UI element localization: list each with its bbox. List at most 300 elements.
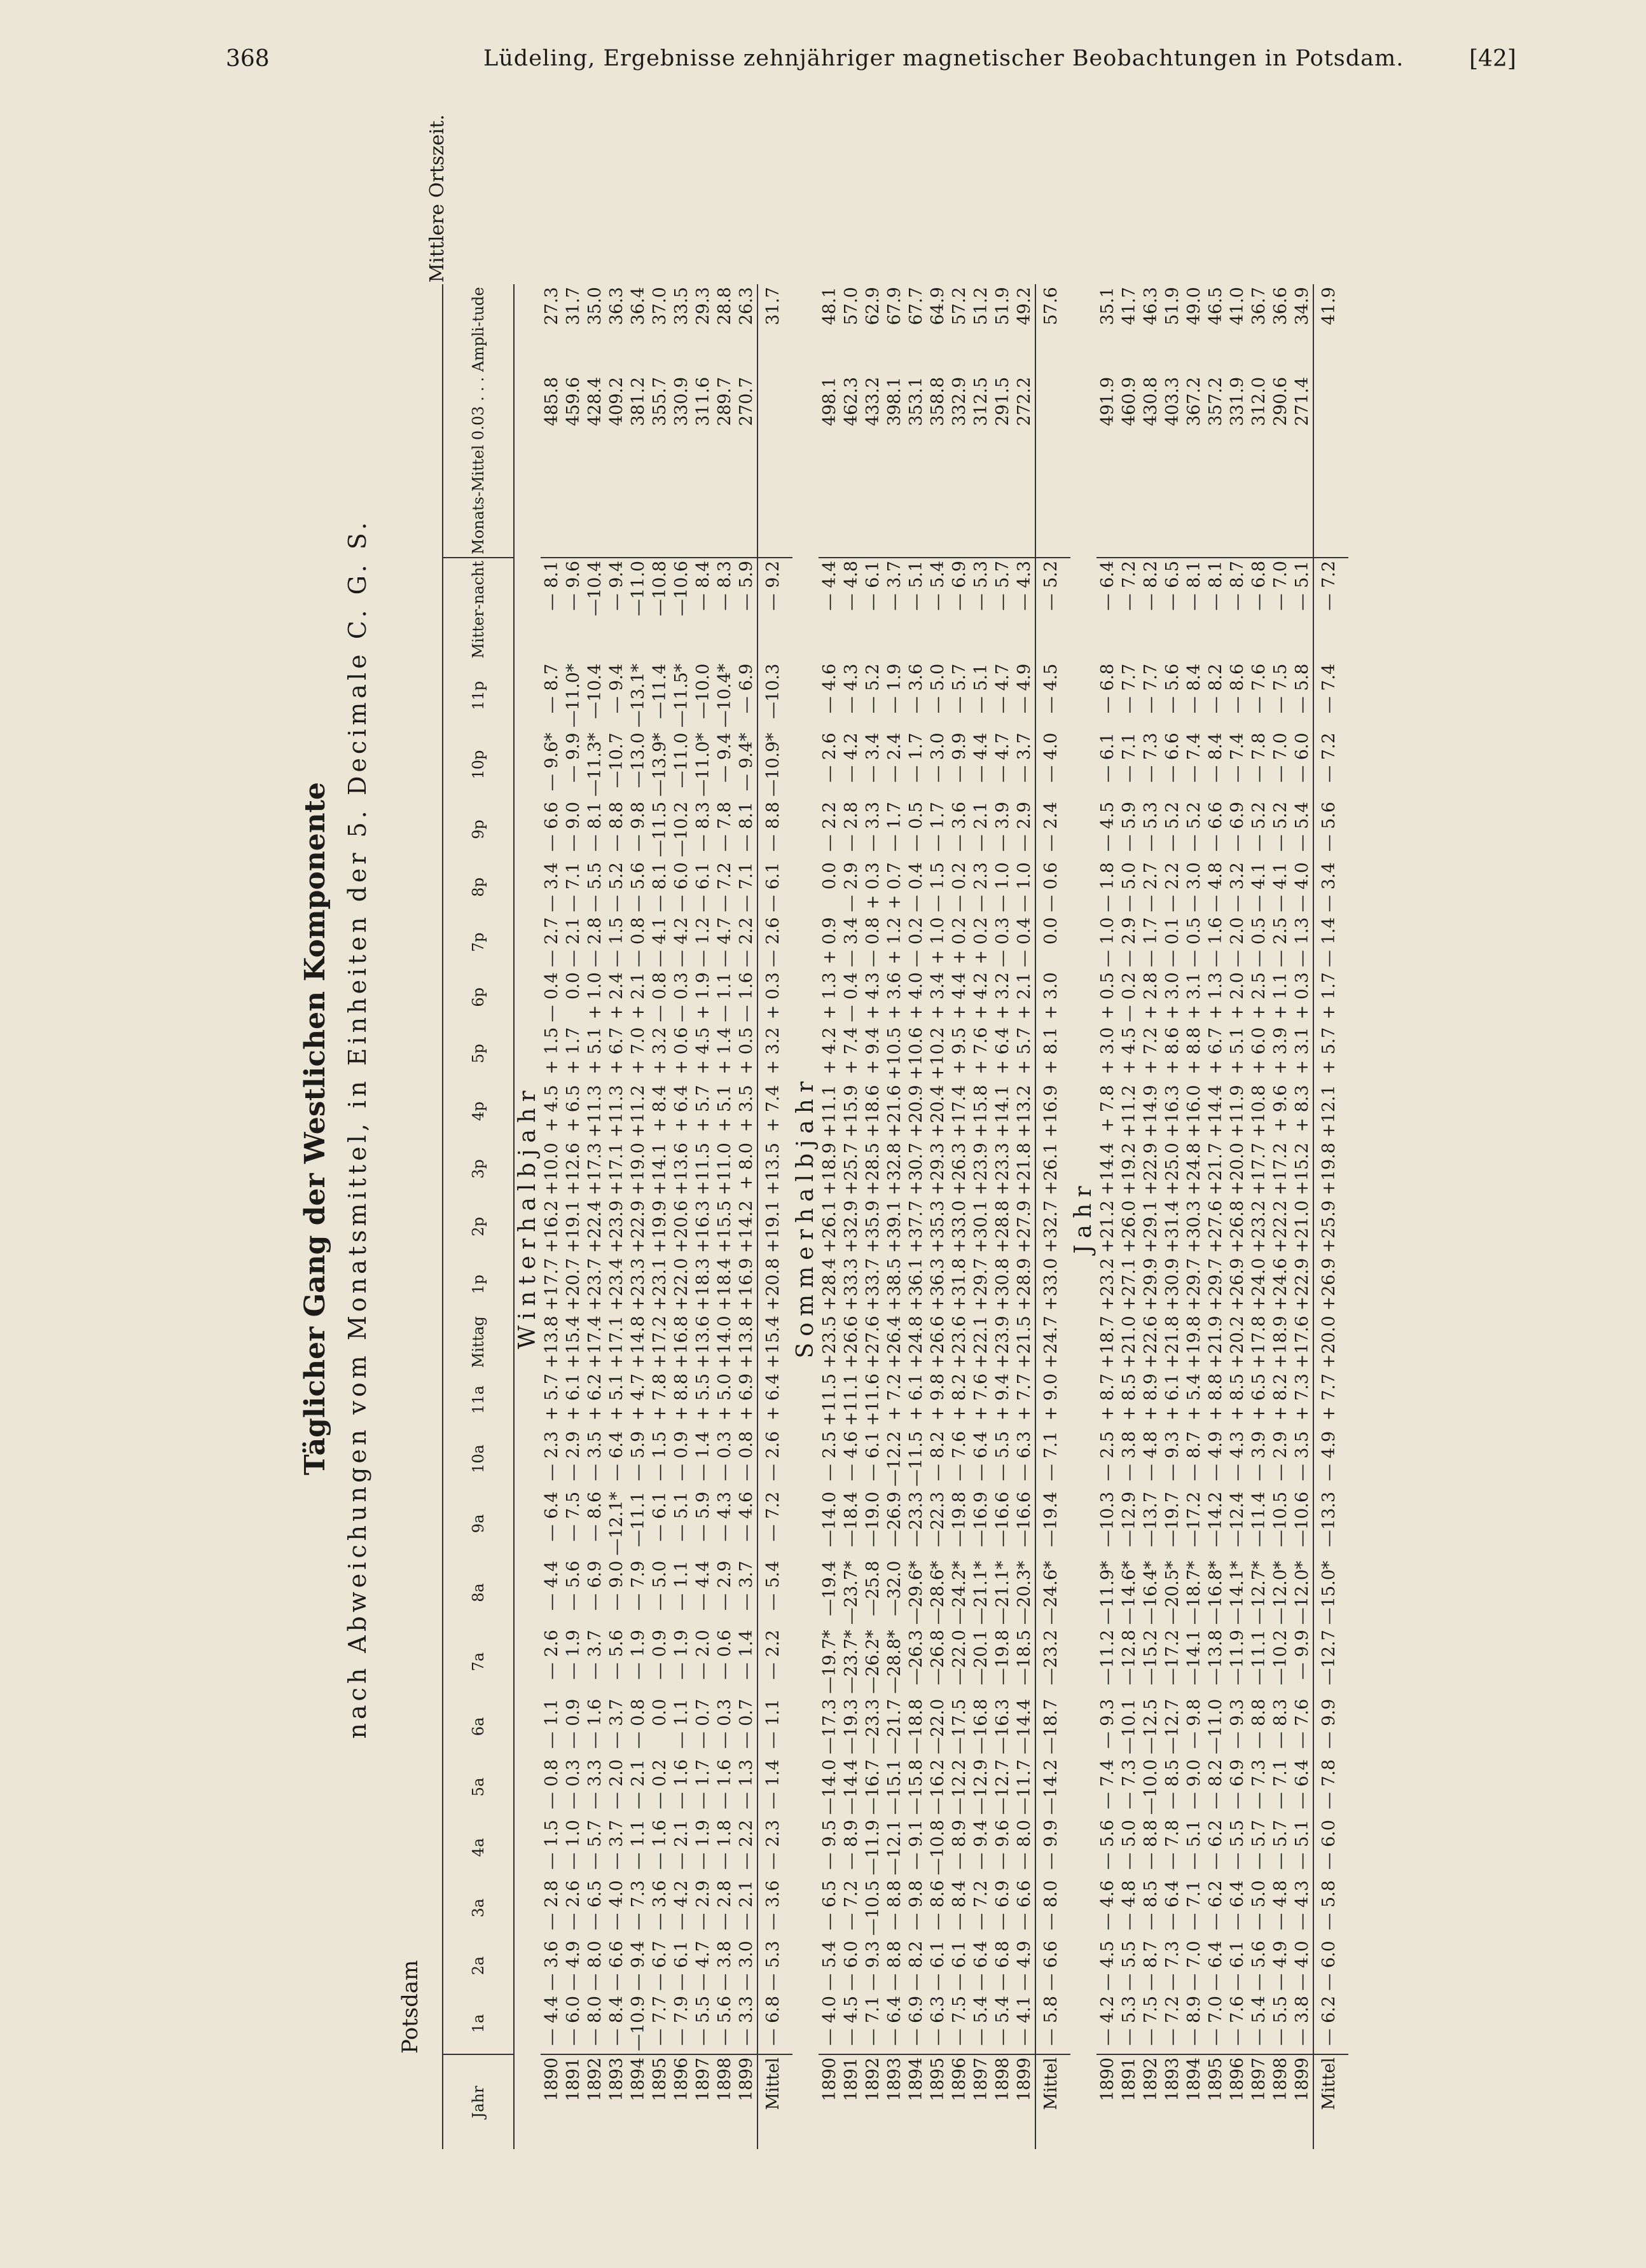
table-cell: —12.8 [1119, 1630, 1139, 1686]
table-cell: +15.2 [1292, 1143, 1312, 1195]
table-cell: — 5.9 [693, 1491, 713, 1542]
table-cell: — 0.8 [628, 1698, 648, 1749]
table-cell: — 0.4 [906, 862, 926, 912]
table-cell: +17.4 [949, 1085, 969, 1138]
table-cell: — 9.4* [736, 732, 756, 792]
table-cell: — 4.8 [1205, 862, 1226, 912]
table-cell: +10.5 [884, 1027, 904, 1080]
table-cell: 51.9 [992, 287, 1013, 326]
table-cell: — 8.0 [1035, 1878, 1070, 1938]
column-header: 1p [443, 1256, 514, 1314]
table-cell: — 7.9 [671, 1995, 691, 2046]
table-cell: +32.9 [841, 1200, 861, 1253]
table-cell: — 2.6 [757, 915, 792, 970]
table-cell: — 5.3 [971, 560, 991, 611]
table-cell: — 2.2 [819, 801, 840, 852]
column-header: 5a [443, 1757, 514, 1817]
table-cell: — 2.2 [1162, 862, 1182, 912]
table-cell: 1895 [927, 2054, 948, 2149]
table-cell: — 9.9 [1292, 1630, 1312, 1680]
table-cell: +26.0 [1119, 1200, 1139, 1253]
table-cell: — 2.6 [541, 1630, 562, 1680]
table-cell: +19.1 [757, 1198, 792, 1256]
table-cell: — 3.7 [584, 1630, 605, 1680]
table-cell: — 3.7 [1014, 732, 1034, 783]
table-cell: — 9.3 [1162, 1431, 1182, 1481]
table-cell: 64.9 [927, 287, 948, 326]
table-cell: 367.2 [1183, 375, 1205, 558]
table-cell: — 5.4 [757, 1558, 792, 1628]
table-cell: — 5.5 [992, 1431, 1013, 1481]
table-cell: —10.5 [862, 1880, 883, 1936]
table-cell: +13.8 [736, 1316, 756, 1369]
column-header: 5p [443, 1025, 514, 1083]
table-cell: —10.8 [649, 560, 670, 617]
table-cell: —18.7* [1184, 1560, 1204, 1625]
table-cell: —22.0 [949, 1630, 969, 1686]
table-cell: — 0.4 [541, 972, 562, 1022]
table-cell: —16.8* [1205, 1560, 1226, 1625]
column-header: 6a [443, 1696, 514, 1757]
table-cell: — 8.7 [1184, 1431, 1204, 1481]
table-cell: + 5.7 [1014, 1027, 1034, 1075]
table-cell: — 4.1 [1248, 862, 1269, 912]
table-cell: — 7.3 [1119, 1759, 1139, 1810]
table-cell: — 6.8 [1097, 663, 1117, 714]
table-cell: — 3.7 [606, 1820, 626, 1870]
table-cell: — 4.9 [563, 1941, 583, 1991]
table-cell: — 0.8 [628, 917, 648, 968]
table-cell: — 8.0 [1014, 1820, 1034, 1870]
table-cell: 49.2 [1014, 287, 1034, 326]
table-cell: —12.7* [1248, 1560, 1269, 1625]
table-cell: +13.8 [541, 1316, 562, 1369]
table-cell [1035, 375, 1070, 558]
table-cell: — 4.6 [736, 1491, 756, 1542]
table-cell: — 1.3 [1292, 917, 1312, 968]
table-cell: — 4.7 [992, 663, 1013, 714]
table-cell: — 4.8 [1140, 1431, 1161, 1481]
table-cell: — 7.7 [1140, 663, 1161, 714]
table-cell: —12.7 [1313, 1627, 1348, 1696]
table-cell: 36.4 [628, 287, 648, 326]
table-cell: + 5.0 [714, 1373, 735, 1421]
table-cell: — 1.7 [884, 801, 904, 852]
section-title: Sommerhalbjahr [792, 1075, 819, 1359]
table-cell: — 0.8 [736, 1431, 756, 1481]
table-cell: —12.2 [884, 1431, 904, 1487]
table-cell: —22.3 [927, 1491, 948, 1548]
table-cell: — 8.1 [1205, 560, 1226, 611]
table-cell: —10.5 [1270, 1491, 1290, 1548]
table-row [714, 284, 735, 2149]
column-header: 9a [443, 1489, 514, 1558]
table-cell: + 3.2 [757, 1025, 792, 1083]
table-cell: +16.3 [693, 1200, 713, 1253]
table-cell: — 7.1 [1270, 1759, 1290, 1810]
table-cell: +22.9 [628, 1200, 648, 1253]
column-header: Jahr [443, 2054, 514, 2149]
table-cell: +17.3 [584, 1143, 605, 1195]
table-cell: + 9.6 [1270, 1085, 1290, 1132]
table-cell: —11.9 [1227, 1630, 1247, 1686]
table-cell: + 0.9 [819, 917, 840, 965]
table-cell: +23.4 [606, 1258, 626, 1311]
table-cell: — 3.0 [927, 732, 948, 783]
table-cell: 35.0 [584, 287, 605, 326]
table-cell: —10.4 [584, 560, 605, 617]
table-cell: — 0.2 [949, 862, 969, 912]
table-cell: — 7.2 [841, 1880, 861, 1930]
table-cell: — 9.9 [1035, 1817, 1070, 1878]
table-cell: + 6.5 [1248, 1373, 1269, 1421]
table-cell: — 6.1 [862, 560, 883, 611]
table-cell: —11.7 [1014, 1759, 1034, 1815]
table-cell: — 5.7 [1270, 1820, 1290, 1870]
table-cell: 312.5 [970, 375, 992, 558]
table-cell: — 1.1 [541, 1698, 562, 1749]
table-cell: +11.5 [693, 1143, 713, 1195]
table-cell: —12.1* [606, 1491, 626, 1556]
table-cell: +27.1 [1119, 1258, 1139, 1311]
table-row [948, 284, 970, 2149]
table-cell: — 3.6 [906, 663, 926, 714]
table-cell: +16.3 [1162, 1085, 1182, 1138]
table-cell: — 5.7 [584, 1820, 605, 1870]
table-cell: — 6.6 [1035, 1938, 1070, 1993]
table-cell: — 1.2 [693, 917, 713, 968]
table-cell: — 8.7 [1140, 1941, 1161, 1991]
table-cell: — 2.5 [819, 1431, 840, 1481]
table-cell: 1890 [819, 2054, 840, 2149]
table-cell: 1895 [649, 2054, 670, 2149]
table-cell: +18.3 [693, 1258, 713, 1311]
table-cell: — 6.4 [884, 1995, 904, 2046]
table-cell: + 8.8 [671, 1373, 691, 1421]
table-cell: — 4.0 [1035, 730, 1070, 799]
table-cell: — 7.9 [628, 1560, 648, 1611]
table-cell: — 7.0 [1270, 732, 1290, 783]
table-cell: —14.2 [1205, 1491, 1226, 1548]
table-cell: +24.7 [1035, 1313, 1070, 1371]
table-cell: — 0.2 [906, 917, 926, 968]
table-cell: —10.7 [606, 732, 626, 788]
table-cell: — 1.1 [671, 1698, 691, 1749]
table-cell: — 1.5 [606, 917, 626, 968]
table-cell: + 7.8 [649, 1373, 670, 1421]
table-cell: — 5.2 [862, 663, 883, 714]
table-cell: + 1.0 [927, 917, 948, 965]
table-cell: — 7.6 [1248, 663, 1269, 714]
table-cell: + 3.6 [884, 972, 904, 1020]
table-cell: + 2.1 [1014, 972, 1034, 1020]
table-cell: — 6.1 [757, 860, 792, 915]
table-cell: — 9.4 [606, 560, 626, 611]
table-cell: — 8.2 [1205, 1759, 1226, 1810]
column-header: 2p [443, 1198, 514, 1256]
table-cell: — 2.6 [757, 1429, 792, 1489]
table-cell: —12.0* [1270, 1560, 1290, 1625]
table-cell: — 2.7 [541, 917, 562, 968]
table-cell: — 8.4 [1184, 663, 1204, 714]
table-cell: + 8.2 [1270, 1373, 1290, 1421]
table-cell: —11.1 [628, 1491, 648, 1548]
table-cell: 67.7 [906, 287, 926, 326]
table-cell: — 5.4 [819, 1941, 840, 1991]
table-cell: 291.5 [992, 375, 1013, 558]
table-cell: 1893 [605, 2054, 627, 2149]
table-row [970, 284, 992, 2149]
table-cell: — 6.1 [927, 1941, 948, 1991]
table-cell: +26.9 [1227, 1258, 1247, 1311]
table-cell: 485.8 [541, 375, 562, 558]
table-cell: +19.1 [563, 1200, 583, 1253]
table-cell: —19.4 [819, 1560, 840, 1616]
table-cell: +22.9 [1140, 1143, 1161, 1195]
table-cell: — 3.7 [606, 1698, 626, 1749]
table-cell: — 7.1 [563, 862, 583, 912]
table-cell: — 8.3 [1270, 1698, 1290, 1749]
table-cell: + 4.0 [906, 972, 926, 1020]
table-cell: — 4.4 [693, 1560, 713, 1611]
table-cell: +17.6 [1292, 1316, 1312, 1369]
table-cell: +14.1 [649, 1143, 670, 1195]
table-cell: — 7.1 [1119, 732, 1139, 783]
table-cell: — 4.8 [1270, 1880, 1290, 1930]
table-cell: 1892 [862, 2054, 883, 2149]
table-cell: +16.9 [1035, 1082, 1070, 1140]
table-cell: — 8.4 [1205, 732, 1226, 783]
table-cell: — 7.1 [736, 862, 756, 912]
table-cell: +15.4 [563, 1316, 583, 1369]
table-cell: 271.4 [1291, 375, 1313, 558]
table-cell: +26.6 [927, 1316, 948, 1369]
time-label: Mittlere Ortszeit. [426, 114, 448, 283]
table-cell: —10.8 [927, 1820, 948, 1876]
table-cell: —13.8 [1205, 1630, 1226, 1686]
table-cell: + 1.9 [693, 972, 713, 1020]
table-cell: — 1.5 [541, 1820, 562, 1870]
table-cell: — 7.8 [1162, 1820, 1182, 1870]
table-cell: + 8.4 [649, 1085, 670, 1132]
table-cell: — 5.4 [971, 1995, 991, 2046]
table-cell: — 3.5 [1292, 1431, 1312, 1481]
table-cell: 398.1 [883, 375, 905, 558]
table-cell: — 1.0 [563, 1820, 583, 1870]
table-cell: — 5.1 [671, 1491, 691, 1542]
table-cell: — 3.6 [757, 1878, 792, 1938]
table-cell: 403.3 [1161, 375, 1183, 558]
table-cell: — 7.8 [714, 801, 735, 852]
table-cell: — 5.7 [1248, 1820, 1269, 1870]
table-cell: — 6.4 [971, 1431, 991, 1481]
table-cell: — 7.3 [1248, 1759, 1269, 1810]
table-cell: —18.4 [841, 1491, 861, 1548]
table-cell: +17.2 [1270, 1143, 1290, 1195]
table-cell: 26.3 [736, 287, 756, 326]
table-cell: — 9.5 [819, 1820, 840, 1870]
table-cell: —12.0* [1292, 1560, 1312, 1625]
table-cell: — 2.2 [736, 1820, 756, 1870]
table-cell: — 5.6 [1162, 663, 1182, 714]
table-cell: — 4.6 [841, 1431, 861, 1481]
table-cell: 459.6 [562, 375, 584, 558]
mittel-row [1035, 284, 1070, 2149]
table-cell: 312.0 [1248, 375, 1269, 558]
table-cell: + 8.6 [1162, 1027, 1182, 1075]
table-cell: —16.8 [971, 1698, 991, 1754]
table-cell: — 8.8 [757, 799, 792, 860]
table-cell: 1898 [1269, 2054, 1291, 2149]
table-cell: — 6.3 [1014, 1431, 1034, 1481]
table-cell: — 8.4 [606, 1995, 626, 2046]
table-cell: — 5.3 [757, 1938, 792, 1993]
table-cell: —25.8 [862, 1560, 883, 1616]
table-cell: +20.2 [1227, 1316, 1247, 1369]
table-cell: — 4.4 [971, 732, 991, 783]
table-cell: +11.0 [714, 1143, 735, 1195]
table-cell: —16.9 [971, 1491, 991, 1548]
table-cell: + 0.6 [671, 1027, 691, 1075]
table-cell: 1893 [883, 2054, 905, 2149]
table-cell: —14.0 [819, 1759, 840, 1815]
table-cell: +14.0 [714, 1316, 735, 1369]
table-cell: +36.3 [927, 1258, 948, 1311]
table-cell: +30.8 [992, 1258, 1013, 1311]
table-cell: — 0.6 [714, 1630, 735, 1680]
table-cell: +22.4 [584, 1200, 605, 1253]
table-cell: + 8.8 [1184, 1027, 1204, 1075]
table-cell: + 5.1 [584, 1027, 605, 1075]
table-cell: — 2.2 [757, 1627, 792, 1696]
table-cell: +11.6 [862, 1373, 883, 1426]
table-cell: — 9.9 [563, 732, 583, 783]
table-cell: — 6.4 [1097, 560, 1117, 611]
table-cell: 1897 [970, 2054, 992, 2149]
table-cell: — 6.9 [736, 663, 756, 714]
station-label: Potsdam [398, 1960, 423, 2054]
table-cell: 1897 [1248, 2054, 1269, 2149]
table-cell: — 0.5 [1248, 917, 1269, 968]
table-cell: —12.2 [949, 1759, 969, 1815]
table-cell: — 5.1 [906, 560, 926, 611]
table-cell: +28.4 [819, 1258, 840, 1311]
table-cell: 1899 [735, 2054, 757, 2149]
table-cell: — 6.9 [1227, 801, 1247, 852]
table-cell: — 9.9 [949, 732, 969, 783]
table-cell: +33.3 [841, 1258, 861, 1311]
table-cell: — 4.4 [541, 1560, 562, 1611]
table-cell: —10.4* [714, 663, 735, 728]
table-cell [1313, 375, 1348, 558]
table-cell: 1892 [584, 2054, 605, 2149]
table-cell: —29.6* [906, 1560, 926, 1625]
table-cell: 41.7 [1119, 287, 1139, 326]
table-cell: — 2.9 [1119, 917, 1139, 968]
table-cell: —18.8 [906, 1698, 926, 1754]
table-cell: — 1.9 [884, 663, 904, 714]
table-cell: — 7.7 [1119, 663, 1139, 714]
table-cell: +13.2 [1014, 1085, 1034, 1138]
table-cell: + 4.2 [819, 1027, 840, 1075]
table-cell: — 0.3 [671, 972, 691, 1022]
table-cell: + 6.5 [563, 1085, 583, 1132]
table-cell: —14.4 [841, 1759, 861, 1815]
table-cell: 1896 [948, 2054, 970, 2149]
table-cell: — 7.0 [1184, 1941, 1204, 1991]
table-cell: —10.3 [1097, 1491, 1117, 1548]
column-header: 7a [443, 1627, 514, 1696]
table-cell: 409.2 [605, 375, 627, 558]
table-cell: +14.1 [992, 1085, 1013, 1138]
rotated-table-area [280, 95, 1488, 2162]
table-cell: — 1.6 [671, 1759, 691, 1810]
table-cell: +30.1 [971, 1200, 991, 1253]
table-cell: 1892 [1140, 2054, 1161, 2149]
table-cell: — 5.1 [971, 663, 991, 714]
table-cell: — 5.6 [714, 1995, 735, 2046]
table-cell: — 2.3 [971, 862, 991, 912]
table-cell: — 6.1 [671, 1941, 691, 1991]
table-cell: +22.2 [1270, 1200, 1290, 1253]
table-cell: — 4.0 [1292, 1941, 1312, 1991]
table-row [1248, 284, 1269, 2149]
table-cell: —10.0 [693, 663, 713, 719]
table-cell: — 4.7 [693, 1941, 713, 1991]
table-cell: —10.9 [628, 1995, 648, 2051]
table-cell: — 7.2 [971, 1880, 991, 1930]
table-cell: — 0.3 [563, 1759, 583, 1810]
table-cell: — 5.0 [1119, 1820, 1139, 1870]
table-cell: — 6.6 [1205, 801, 1226, 852]
table-cell: +20.9 [906, 1085, 926, 1138]
table-cell: — 1.9 [693, 1820, 713, 1870]
table-cell: + 5.4 [1184, 1373, 1204, 1421]
table-cell: 0.0 [563, 972, 583, 1000]
table-cell: — 7.4 [1313, 661, 1348, 731]
table-cell: — 1.0 [1097, 917, 1117, 968]
section-row [792, 284, 819, 2149]
table-cell: — 2.8 [714, 1880, 735, 1930]
table-cell: — 9.2 [757, 558, 792, 661]
table-cell: — 5.9 [1119, 801, 1139, 852]
table-cell: — 6.8 [1248, 560, 1269, 611]
table-cell: — 0.9 [671, 1431, 691, 1481]
table-cell: — 5.8 [1035, 1993, 1070, 2054]
table-cell: 0.0 [649, 1698, 670, 1726]
table-cell: 51.9 [1162, 287, 1182, 326]
table-cell: —16.6 [1014, 1491, 1034, 1548]
table-cell: + 3.0 [1097, 1027, 1117, 1075]
table-cell: +35.3 [927, 1200, 948, 1253]
table-cell: — 6.5 [1162, 560, 1182, 611]
table-cell: — 5.6 [1097, 1820, 1117, 1870]
table-cell: +30.9 [1162, 1258, 1182, 1311]
table-cell: +33.0 [949, 1200, 969, 1253]
table-cell: —15.0* [1313, 1558, 1348, 1628]
table-cell: — 2.9 [693, 1880, 713, 1930]
table-row [992, 284, 1013, 2149]
table-cell: +29.7 [1205, 1258, 1226, 1311]
table-cell: — 6.9 [1227, 1759, 1247, 1810]
table-cell: + 8.7 [1097, 1373, 1117, 1421]
table-cell: +31.4 [1162, 1200, 1182, 1253]
table-cell: — 8.2 [927, 1431, 948, 1481]
table-cell: — 6.0 [1313, 1938, 1348, 1993]
table-cell: —23.7* [841, 1560, 861, 1625]
table-cell: 57.0 [841, 287, 861, 326]
table-cell: —11.3* [584, 732, 605, 797]
